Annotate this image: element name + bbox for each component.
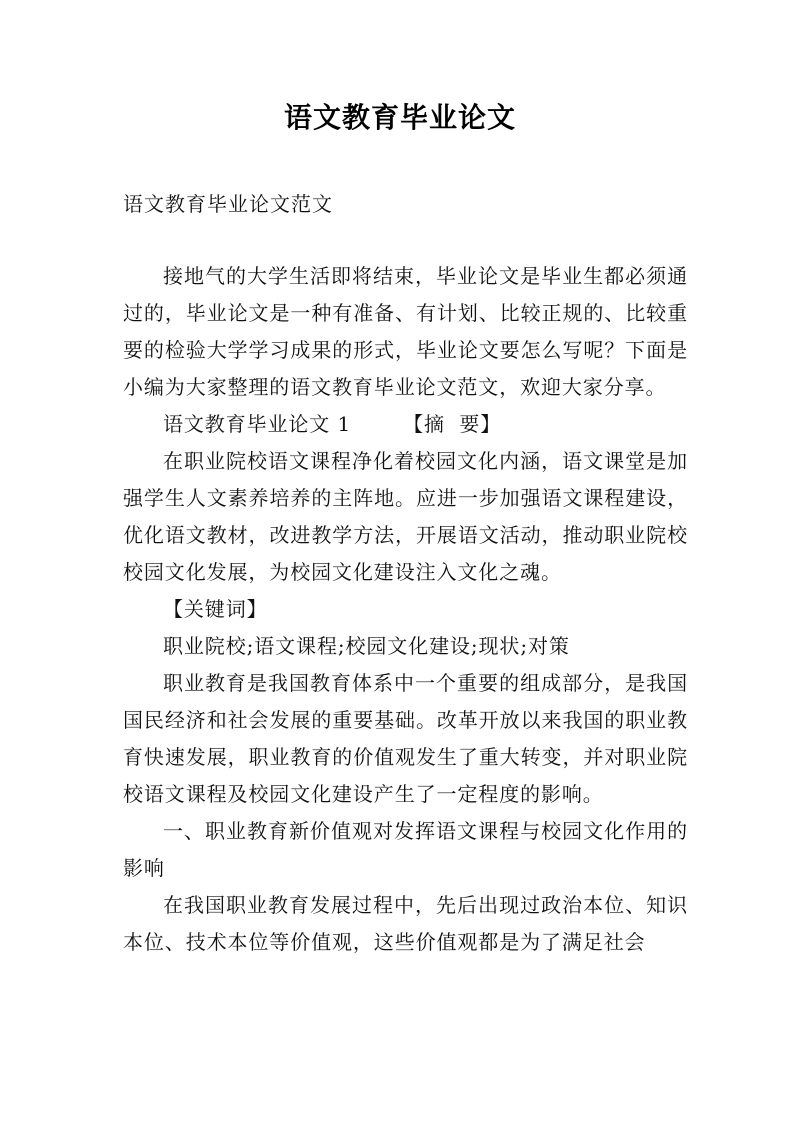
vocational-paragraph: 职业教育是我国教育体系中一个重要的组成部分，是我国国民经济和社会发展的重要基础。改革开放以来我国的职业教育快速发展，职业教育的价值观发生了重大转变，并对职业院校语文课程及校园文化建设产生了一定程度的影响。 xyxy=(123,671,688,806)
document-body xyxy=(123,258,688,961)
heading-one: 一、职业教育新价值观对发挥语文课程与校园文化作用的影响 xyxy=(123,819,688,880)
abstract-paragraph: 在职业院校语文课程净化着校园文化内涵，语文课堂是加强学生人文素养培养的主阵地。应进一步加强语文课程建设，优化语文教材，改进教学方法，开展语文活动，推动职业院校校园文化发展，为校园文化建设注入文化之魂。 xyxy=(123,449,688,584)
section-title-line xyxy=(123,406,688,443)
document-title: 语文教育毕业论文 xyxy=(283,101,516,134)
intro-paragraph: 接地气的大学生活即将结束，毕业论文是毕业生都必须通过的，毕业论文是一种有准备、有计划、比较正规的、比较重要的检验大学学习成果的形式，毕业论文要怎么写呢？下面是小编为大家整理的语文教育毕业论文范文，欢迎大家分享。 xyxy=(123,264,688,399)
document-subtitle: 语文教育毕业论文范文 xyxy=(123,192,333,216)
section-title: 语文教育毕业论文 1 xyxy=(163,412,352,436)
keywords-label: 【关键词】 xyxy=(163,597,268,621)
abstract-label: 【摘 要】 xyxy=(403,412,502,436)
history-paragraph: 在我国职业教育发展过程中，先后出现过政治本位、知识本位、技术本位等价值观，这些价值观都是为了满足社会 xyxy=(123,893,688,954)
keywords-text: 职业院校;语文课程;校园文化建设;现状;对策 xyxy=(163,634,570,658)
